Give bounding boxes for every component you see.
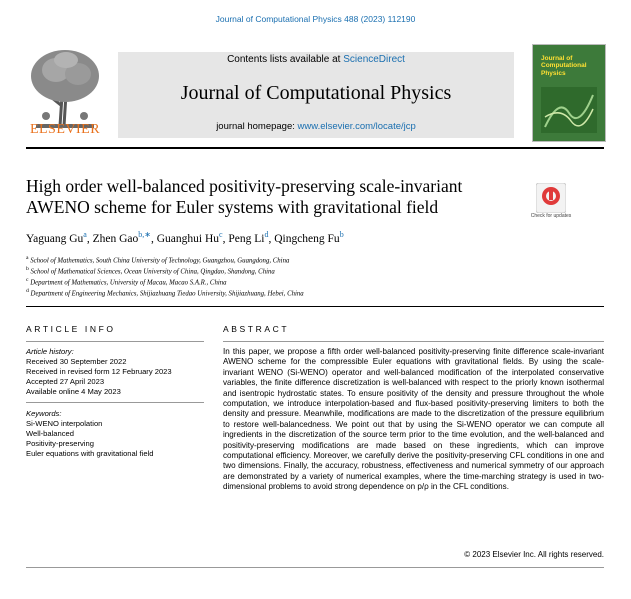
keyword: Euler equations with gravitational field: [26, 449, 154, 459]
homepage-link[interactable]: www.elsevier.com/locate/jcp: [297, 121, 416, 132]
journal-reference[interactable]: Journal of Computational Physics 488 (2023) 112190: [215, 14, 416, 24]
abstract-heading: ABSTRACT: [223, 324, 290, 334]
publisher-name: ELSEVIER: [29, 122, 101, 137]
author-affiliation-mark[interactable]: c: [219, 230, 223, 239]
affiliation: [26, 266, 275, 275]
affiliation: [26, 255, 289, 264]
affiliation-text: Department of Mathematics, University of Macau, Macao S.A.R., China: [30, 279, 227, 287]
author-affiliation-mark[interactable]: b: [339, 230, 344, 239]
keywords-rule: [26, 402, 204, 403]
history-entry: Received in revised form 12 February 2023: [26, 367, 172, 377]
author-separator: ,: [150, 232, 157, 245]
history-entry: Available online 4 May 2023: [26, 387, 121, 397]
author-affiliation-mark[interactable]: b,∗: [138, 230, 151, 239]
keywords: [26, 409, 204, 459]
article-info-heading: ARTICLE INFO: [26, 324, 116, 334]
title-block-divider: [26, 306, 604, 307]
contents-prefix: Contents lists available at: [227, 54, 344, 65]
affiliation-mark: a: [26, 255, 29, 261]
article-history: [26, 347, 204, 397]
affiliation-mark: b: [26, 266, 29, 272]
copyright: © 2023 Elsevier Inc. All rights reserved.: [464, 550, 604, 559]
keywords-label: Keywords:: [26, 409, 62, 418]
bottom-divider: [26, 567, 604, 568]
abstract-rule: [223, 341, 604, 342]
abstract-text: In this paper, we propose a fifth order well-balanced positivity-preserving finite difference scale-invariant AWENO scheme for the compressible Euler equations with gravitational fields. By using the scale-invariant WENO (Si-WENO) operator and well-balanced modification of the interpolated conservative variables, the finite difference discretization is well-balanced with respect to the priorly known isothermal and isentropic hydrostatic states. To ensure positivity of the density and pressure throughout the whole computation, we introduce interpolation-based and flux-based positivity-preserving limiters to both the density and pressure. Meanwhile, modifications are made to the discretization of the pressure equilibrium to restore well-balancedness. We point out that by using the Si-WENO operator we can compute all ingredients in the discretization of the source term prior to the time evolution, and the well-balanced and positivity-preserving modifications are made based on these ingredients, which can improve computational efficiency. Moreover, we carefully derive the positivity-preserving CFL conditions in one and two dimensions. Finally, the accuracy, robustness, effectiveness and numerical symmetry of our approach are demonstrated by a variety of numerical examples, where the time-marching strategy is used in two-dimensional problems to avoid strong dependence on p/ρ in the CFL conditions.: [223, 347, 604, 492]
journal-title: Journal of Computational Physics: [180, 82, 452, 104]
article-info-rule: [26, 341, 204, 342]
check-for-updates-icon[interactable]: [536, 183, 566, 213]
author-list: [26, 230, 344, 245]
affiliation-mark: c: [26, 277, 29, 283]
author-affiliation-mark[interactable]: a: [83, 230, 87, 239]
keyword: Well-balanced: [26, 429, 74, 439]
history-label: Article history:: [26, 347, 74, 356]
author-separator: ,: [222, 232, 229, 245]
affiliation: [26, 288, 304, 297]
header-divider: [26, 147, 604, 149]
affiliation-text: School of Mathematical Sciences, Ocean University of China, Qingdao, Shandong, China: [30, 268, 275, 276]
author-name[interactable]: Guanghui Hu: [156, 232, 220, 245]
author-separator: ,: [268, 232, 275, 245]
history-entry: Accepted 27 April 2023: [26, 377, 105, 387]
history-entry: Received 30 September 2022: [26, 357, 127, 367]
check-for-updates-label[interactable]: Check for updates: [530, 213, 572, 219]
affiliation-mark: d: [26, 288, 29, 294]
author-name[interactable]: Yaguang Gu: [26, 232, 84, 245]
author-affiliation-mark[interactable]: d: [264, 230, 269, 239]
author-name[interactable]: Peng Li: [228, 232, 265, 245]
homepage-line: [118, 121, 514, 132]
contents-line: [118, 54, 514, 65]
author-name[interactable]: Qingcheng Fu: [274, 232, 340, 245]
affiliation-text: School of Mathematics, South China University of Technology, Guangzhou, Guangdong, China: [30, 257, 290, 265]
journal-cover[interactable]: [532, 44, 606, 142]
article-title: High order well-balanced positivity-preserving scale-invariant AWENO scheme for Euler systems with gravitational field: [26, 176, 463, 217]
affiliation: [26, 277, 227, 286]
keyword: Positivity-preserving: [26, 439, 94, 449]
affiliation-text: Department of Engineering Mechanics, Shijiazhuang Tiedao University, Shijiazhuang, Hebei, China: [30, 290, 304, 298]
sciencedirect-link[interactable]: ScienceDirect: [343, 54, 405, 65]
keyword: Si-WENO interpolation: [26, 419, 103, 429]
author-name[interactable]: Zhen Gao: [92, 232, 139, 245]
cover-art-icon: [541, 87, 597, 133]
author-separator: ,: [86, 232, 93, 245]
cover-title: Journal of Computational Physics: [541, 55, 587, 77]
homepage-prefix: journal homepage:: [216, 121, 298, 132]
